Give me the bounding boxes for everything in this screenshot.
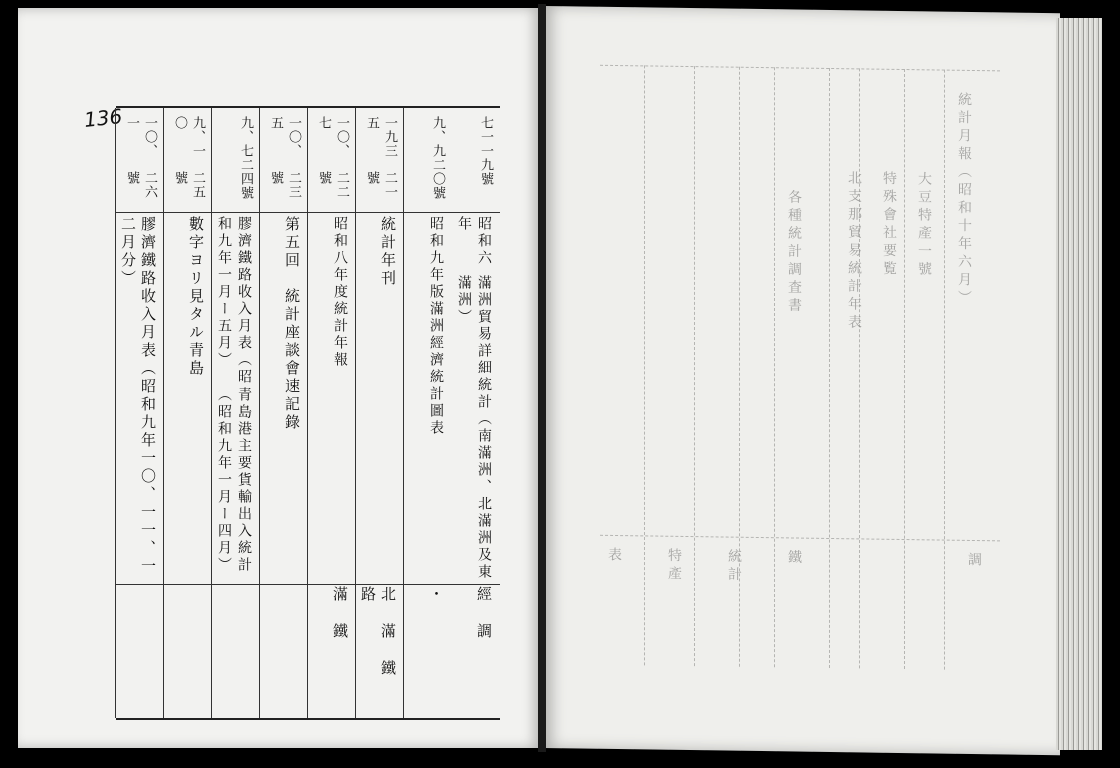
catalog-title bbox=[260, 216, 308, 584]
catalog-title-line: 數字ヨリ見タル青島 bbox=[187, 216, 205, 378]
faded-entry: 各種統計調査書 bbox=[786, 189, 802, 316]
catalog-note-text: 滿鐵 bbox=[331, 586, 349, 660]
catalog-title-line: 膠濟鐵路收入月表（昭和九年一〇、一一、一二月分） bbox=[119, 216, 157, 576]
catalog-note-text: 北滿鐵路 bbox=[359, 586, 397, 697]
catalog-table bbox=[116, 106, 500, 720]
catalog-number bbox=[260, 116, 308, 212]
catalog-number-line: 九、一〇 bbox=[172, 116, 205, 158]
faded-entry: 統計 bbox=[726, 548, 742, 585]
catalog-number bbox=[308, 116, 356, 212]
catalog-title-line: 滿洲經濟統計圖表 bbox=[428, 301, 444, 437]
catalog-number bbox=[404, 116, 452, 212]
faded-entry: 鐵 bbox=[786, 549, 802, 568]
faded-column-rule bbox=[859, 68, 860, 668]
faded-column-rule bbox=[829, 68, 830, 668]
catalog-row bbox=[259, 108, 308, 718]
catalog-row bbox=[211, 108, 260, 718]
faded-entry: 北支那貿易統計年表 bbox=[846, 170, 862, 333]
catalog-number bbox=[212, 116, 260, 212]
page-edges bbox=[1056, 18, 1102, 750]
catalog-number bbox=[116, 116, 164, 212]
catalog-number bbox=[356, 116, 404, 212]
catalog-row bbox=[452, 108, 500, 718]
faded-middle-rule bbox=[600, 535, 1000, 542]
catalog-number-line: 二二號 bbox=[316, 170, 349, 199]
catalog-number-line: 二〇號 bbox=[430, 158, 445, 200]
faded-column-rule bbox=[774, 67, 775, 667]
faded-column-rule bbox=[694, 66, 695, 666]
faded-entry: 調 bbox=[966, 551, 982, 571]
catalog-title-line: 昭和九年版 bbox=[428, 216, 444, 301]
catalog-note bbox=[356, 586, 404, 714]
faded-entry: 大豆特產一號 bbox=[916, 171, 932, 280]
catalog-number-line: 七一一 bbox=[478, 116, 493, 158]
right-page bbox=[544, 6, 1060, 755]
catalog-number-line: 九、七 bbox=[238, 116, 253, 158]
catalog-title bbox=[404, 216, 452, 584]
catalog-row bbox=[307, 108, 356, 718]
catalog-title bbox=[452, 216, 500, 584]
catalog-number-line: 二四號 bbox=[238, 158, 253, 200]
catalog-title-line: 滿洲貿易詳細統計（南滿洲、北滿洲及東滿洲） bbox=[456, 274, 492, 581]
catalog-row bbox=[403, 108, 452, 718]
catalog-note bbox=[260, 586, 308, 714]
catalog-number-line: 一〇、一 bbox=[124, 116, 157, 158]
catalog-title bbox=[356, 216, 404, 584]
catalog-title-line: 膠濟鐵路收入月表（昭和九年一月ー五月） bbox=[216, 216, 252, 386]
catalog-row bbox=[355, 108, 404, 718]
catalog-number bbox=[164, 116, 212, 212]
faded-entry: 表 bbox=[606, 546, 622, 566]
faded-top-rule bbox=[600, 65, 1000, 72]
catalog-title-line: 統計年報 bbox=[332, 301, 348, 369]
catalog-title-line: 第五回 統計座談會速記錄 bbox=[283, 216, 301, 432]
catalog-number-line: 二五號 bbox=[172, 170, 205, 199]
catalog-title bbox=[164, 216, 212, 584]
catalog-title bbox=[212, 216, 260, 584]
catalog-title-line: 昭和六年 bbox=[456, 216, 492, 267]
faded-entry: 特產 bbox=[666, 547, 682, 584]
catalog-note-text: 經調 bbox=[475, 586, 493, 660]
catalog-number-line: 二一號 bbox=[364, 170, 397, 199]
catalog-note bbox=[452, 586, 500, 714]
catalog-title-line: 昭和八年度 bbox=[332, 216, 348, 301]
faded-entry: 統計月報（昭和十年六月） bbox=[956, 91, 972, 308]
catalog-note bbox=[116, 586, 164, 714]
faded-column-rule bbox=[904, 69, 905, 669]
faded-column-rule bbox=[644, 65, 645, 665]
catalog-number-line: 一九三五 bbox=[364, 116, 397, 158]
catalog-row bbox=[115, 108, 164, 718]
book-gutter bbox=[538, 4, 546, 752]
catalog-note bbox=[212, 586, 260, 714]
catalog-number-line: 一〇、五 bbox=[268, 116, 301, 158]
catalog-note bbox=[164, 586, 212, 714]
catalog-note-text: ・ bbox=[427, 586, 445, 623]
catalog-title-line: 統計年刊 bbox=[379, 216, 397, 288]
catalog-number-line: 二六號 bbox=[124, 170, 157, 199]
catalog-title-line: 青島港主要貨輸出入統計（昭和九年一月ー四月） bbox=[216, 386, 252, 574]
faded-column-rule bbox=[944, 70, 945, 670]
catalog-row bbox=[163, 108, 212, 718]
catalog-number-line: 九號 bbox=[478, 158, 493, 186]
catalog-number bbox=[452, 116, 500, 212]
catalog-number-line: 九、九 bbox=[430, 116, 445, 158]
catalog-note bbox=[308, 586, 356, 714]
faded-entry: 特殊會社要覧 bbox=[881, 170, 897, 279]
page-number: 136 bbox=[82, 104, 124, 132]
catalog-title bbox=[308, 216, 356, 584]
catalog-number-line: 一〇、七 bbox=[316, 116, 349, 158]
catalog-number-line: 二三號 bbox=[268, 170, 301, 199]
catalog-note bbox=[404, 586, 452, 714]
catalog-title bbox=[116, 216, 164, 584]
